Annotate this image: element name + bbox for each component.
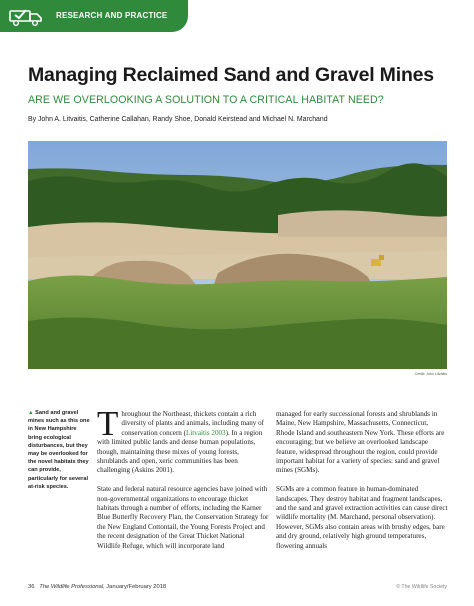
paragraph-1 (97, 404, 269, 476)
truck-with-check-icon (8, 5, 44, 27)
dropcap: T (97, 404, 119, 443)
body-column-2 (276, 410, 448, 551)
caption-text: Sand and gravel mines such as this one in New Hampshire bring ecological disturbances, but they may be overlooked for the novel habitats they can provide, particularly for several at-risk species. (28, 410, 90, 490)
article-subtitle: ARE WE OVERLOOKING A SOLUTION TO A CRITICAL HABITAT NEED? (28, 94, 384, 106)
article-authors: By John A. Litvaitis, Catherine Callahan, Randy Shoe, Donald Keirstead and Michael N. Marchand (28, 116, 328, 123)
paragraph-1-lead: hroughout the Northeast, thickets contain a rich diversity of plants and animals, including many of conservation concern ( (121, 410, 265, 437)
issue-date: , January/February 2018 (103, 584, 167, 590)
photo-caption (28, 409, 92, 491)
photo-credit: Credit: John Litvaitis (414, 372, 447, 376)
copyright: © The Wildlife Society (396, 584, 447, 590)
paragraph-3: managed for early successional forests and shrublands in Maine, New Hampshire, Massachusetts, Connecticut, Rhode Island and southeastern New York. These efforts are encouraging; but we believe an overlooked landscape feature, widespread throughout the region, could provide important habitat for a variety of species: sand and gravel mines (SGMs). (276, 410, 445, 475)
article-title: Managing Reclaimed Sand and Gravel Mines (28, 64, 434, 86)
paragraph-4: SGMs are a common feature in human-dominated landscapes. They destroy habitat and fragment landscapes, and the sand and gravel extraction activities can cause direct wildlife mortality (M. Marchand, personal observation). However, SGMs also contain areas with brushy edges, bare and dry ground, relatively high ground temperatures, flowering annuals (276, 485, 448, 550)
page-footer (28, 584, 166, 590)
caption-marker-icon: ▲ (28, 410, 34, 416)
paragraph-1-rest: ). In a region with limited public lands and dense human populations, though, maintaining these mixes of young forests, shrublands and open, xeric communities has been challenging (Askins 2001). (97, 428, 263, 475)
section-label: RESEARCH AND PRACTICE (56, 11, 168, 20)
body-column-1 (97, 404, 269, 551)
paragraph-2: State and federal natural resource agencies have joined with non-governmental organizations to encourage thicket habitats through a number of efforts, including the Karner Blue Butterfly Recovery Plan, the Conservation Strategy for the New England Cottontail, the Young Forests Project and the recent designation of the Great Thicket National Wildlife Refuge, which will incorporate land (97, 485, 269, 550)
citation-link[interactable]: Litvaitis 2003 (186, 428, 226, 437)
page-number: 36 (28, 584, 35, 590)
sand-gravel-mine-photo (28, 141, 447, 369)
publication-name: The Wildlife Professional (39, 584, 104, 590)
